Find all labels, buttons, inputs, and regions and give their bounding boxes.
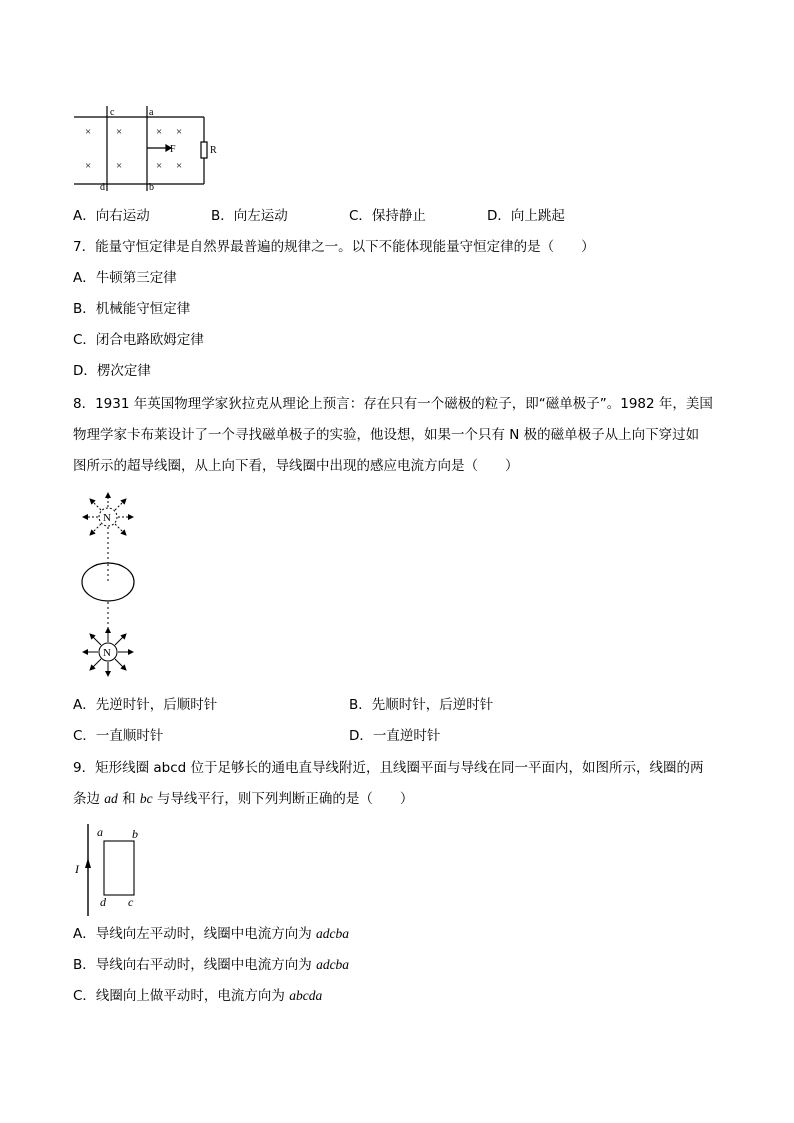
svg-text:×: ×	[156, 126, 163, 138]
svg-text:c: c	[128, 895, 134, 909]
q6-figure	[70, 106, 230, 194]
q9-option-b: B．导线向右平动时，线圈中电流方向为 adcba	[73, 957, 350, 973]
current-arrow-icon	[85, 858, 91, 868]
side-ad: ad	[104, 791, 118, 806]
label-a: a	[149, 107, 154, 118]
label-F: F	[170, 144, 176, 155]
q6-option-c: C．保持静止	[349, 208, 426, 224]
label-d: d	[100, 182, 105, 193]
q8-stem-line1: 8．1931 年英国物理学家狄拉克从理论上预言：存在只有一个磁极的粒子，即“磁单极子”。1982 年，美国	[73, 396, 713, 412]
q9-option-a: A．导线向左平动时，线圈中电流方向为 adcba	[73, 926, 350, 942]
q8-option-c: C．一直顺时针	[73, 728, 164, 744]
label-b: b	[149, 182, 154, 193]
side-bc: bc	[139, 791, 153, 806]
q8-option-d: D．一直逆时针	[349, 728, 441, 744]
q9-stem-line1: 9．矩形线圈 abcd 位于足够长的通电直导线附近，且线圈平面与导线在同一平面内，如图所示，线圈的两	[73, 760, 704, 776]
q7-stem: 7．能量守恒定律是自然界最普遍的规律之一。以下不能体现能量守恒定律的是（ ）	[73, 239, 595, 255]
q7-option-b: B．机械能守恒定律	[73, 301, 191, 317]
q8-option-b: B．先顺时针，后逆时针	[349, 697, 494, 713]
label-R: R	[210, 145, 217, 156]
q8-option-a: A．先逆时针，后顺时针	[73, 697, 218, 713]
q9-option-c: C．线圈向上做平动时，电流方向为 abcda	[73, 988, 323, 1004]
q6-option-a: A．向右运动	[73, 208, 150, 224]
q7-option-a: A．牛顿第三定律	[73, 270, 177, 286]
svg-text:×: ×	[116, 160, 123, 172]
q8-figure	[72, 486, 144, 682]
q7-option-d: D．楞次定律	[73, 363, 151, 379]
q8-stem-line2: 物理学家卡布莱设计了一个寻找磁单极子的实验，他设想，如果一个只有 N 极的磁单极子从上向下穿过如	[73, 427, 700, 443]
monopole-top-label: N	[103, 512, 111, 524]
svg-text:d: d	[100, 895, 106, 909]
svg-text:×: ×	[85, 160, 92, 172]
svg-text:a: a	[97, 825, 103, 839]
svg-text:×: ×	[176, 160, 183, 172]
svg-text:b: b	[132, 827, 138, 841]
label-c: c	[110, 107, 115, 118]
q8-stem-line3: 图所示的超导线圈，从上向下看，导线圈中出现的感应电流方向是（ ）	[73, 458, 519, 474]
q9-figure	[72, 822, 152, 918]
q6-option-d: D．向上跳起	[487, 208, 565, 224]
svg-text:×: ×	[85, 126, 92, 138]
svg-text:×: ×	[156, 160, 163, 172]
current-label: I	[75, 862, 79, 876]
q6-option-b: B．向左运动	[211, 208, 288, 224]
q9-stem-line2: 条边 ad 和 bc 与导线平行，则下列判断正确的是（ ）	[73, 791, 414, 807]
rectangular-loop	[104, 841, 134, 895]
svg-text:×: ×	[116, 126, 123, 138]
q7-option-c: C．闭合电路欧姆定律	[73, 332, 204, 348]
monopole-bottom-label: N	[103, 647, 111, 659]
svg-text:×: ×	[176, 126, 183, 138]
